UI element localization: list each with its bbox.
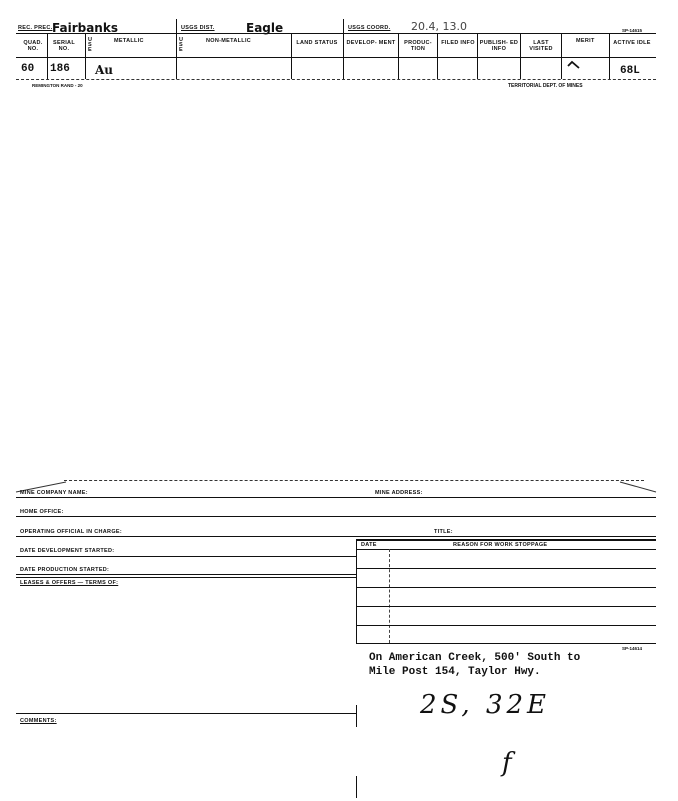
record-bottom-rule [16, 79, 656, 80]
col-last-visited: LAST VISITED [529, 40, 553, 52]
stoppage-left-border [356, 539, 357, 643]
stoppage-row-3 [356, 606, 656, 607]
initial-handwriting: f [502, 748, 512, 778]
usgs-dist-label: USGS DIST. [181, 25, 215, 31]
operating-official-label: OPERATING OFFICIAL IN CHARGE: [20, 529, 122, 535]
divider-production [398, 34, 399, 79]
usgs-coord-label: USGS COORD. [348, 25, 391, 31]
divider-merit [561, 34, 562, 79]
col-development: DEVELOP- MENT [346, 40, 396, 46]
record-metallic: Au [95, 63, 114, 77]
column-header-bottom-rule [16, 57, 656, 58]
rule-comments [16, 713, 356, 714]
divider-land-status [291, 34, 292, 79]
record-quad: 60 [21, 63, 35, 75]
col-production: PRODUC- TION [404, 40, 432, 52]
stoppage-top-rule [356, 539, 656, 541]
col-filed-info: FILED INFO [441, 40, 475, 46]
divider-use-metallic [85, 34, 86, 79]
rule-home-office [16, 516, 656, 517]
divider-last-visited [520, 34, 521, 79]
col-merit: MERIT [576, 38, 595, 44]
divider-filed [437, 34, 438, 79]
stoppage-date-divider [389, 549, 390, 643]
form-number-back: SP-14614 [622, 646, 643, 651]
township-handwriting: 2S, 32E [420, 690, 551, 720]
stoppage-reason-header: REASON FOR WORK STOPPAGE [453, 542, 548, 548]
rec-prec-value: Fairbanks [52, 21, 118, 35]
col-use-non-metallic: U S E [179, 37, 184, 53]
stoppage-row-4 [356, 625, 656, 626]
col-published-info: PUBLISH- ED INFO [479, 40, 519, 52]
printer-imprint: REMINGTON RAND - 20 [32, 83, 83, 88]
divider-non-metallic [176, 19, 177, 79]
record-serial: 186 [50, 63, 70, 75]
usgs-dist-value: Eagle [246, 21, 284, 35]
date-development-label: DATE DEVELOPMENT STARTED: [20, 548, 115, 554]
leases-label: LEASES & OFFERS — TERMS OF: [20, 580, 119, 586]
mine-company-name-label: MINE COMPANY NAME: [20, 490, 88, 496]
merit-check-icon [567, 60, 581, 70]
stoppage-date-header: DATE [361, 542, 377, 548]
col-metallic: METALLIC [114, 38, 144, 44]
rule-company [16, 497, 656, 498]
title-label: TITLE: [434, 529, 453, 535]
col-serial-no: SERIAL NO. [53, 40, 75, 52]
stoppage-row-1 [356, 568, 656, 569]
record-active-idle: 68L [620, 65, 640, 77]
comments-label: COMMENTS: [20, 718, 57, 724]
home-office-label: HOME OFFICE: [20, 509, 64, 515]
form-number-front: SP-14615 [622, 28, 643, 33]
rule-production-double [16, 577, 356, 578]
col-non-metallic: NON-METALLIC [206, 38, 252, 44]
mine-address-label: MINE ADDRESS: [375, 490, 423, 496]
divider-development [343, 19, 344, 79]
col-quad-no: QUAD. NO. [23, 40, 43, 52]
rule-production [16, 574, 356, 575]
rule-development [16, 556, 356, 557]
comments-divider-tick [356, 705, 357, 727]
divider-serial [47, 34, 48, 79]
date-production-label: DATE PRODUCTION STARTED: [20, 567, 110, 573]
back-fold-lines [14, 480, 674, 494]
rec-prec-label: REC. PREC. [18, 25, 53, 31]
divider-published [477, 34, 478, 79]
col-active-idle: ACTIVE IDLE [613, 40, 651, 46]
bottom-divider-tick [356, 776, 357, 798]
rule-official [16, 536, 656, 537]
col-use-metallic: U S E [88, 37, 93, 53]
stoppage-row-2 [356, 587, 656, 588]
usgs-coord-value: 20.4, 13.0 [411, 20, 467, 33]
divider-active-idle [609, 34, 610, 79]
territorial-imprint: TERRITORIAL DEPT. OF MINES [508, 83, 583, 89]
location-line-2: Mile Post 154, Taylor Hwy. [369, 666, 541, 678]
stoppage-header-rule [356, 549, 656, 550]
col-land-status: LAND STATUS [296, 40, 338, 46]
location-line-1: On American Creek, 500' South to [369, 652, 581, 664]
stoppage-row-5 [356, 643, 656, 644]
